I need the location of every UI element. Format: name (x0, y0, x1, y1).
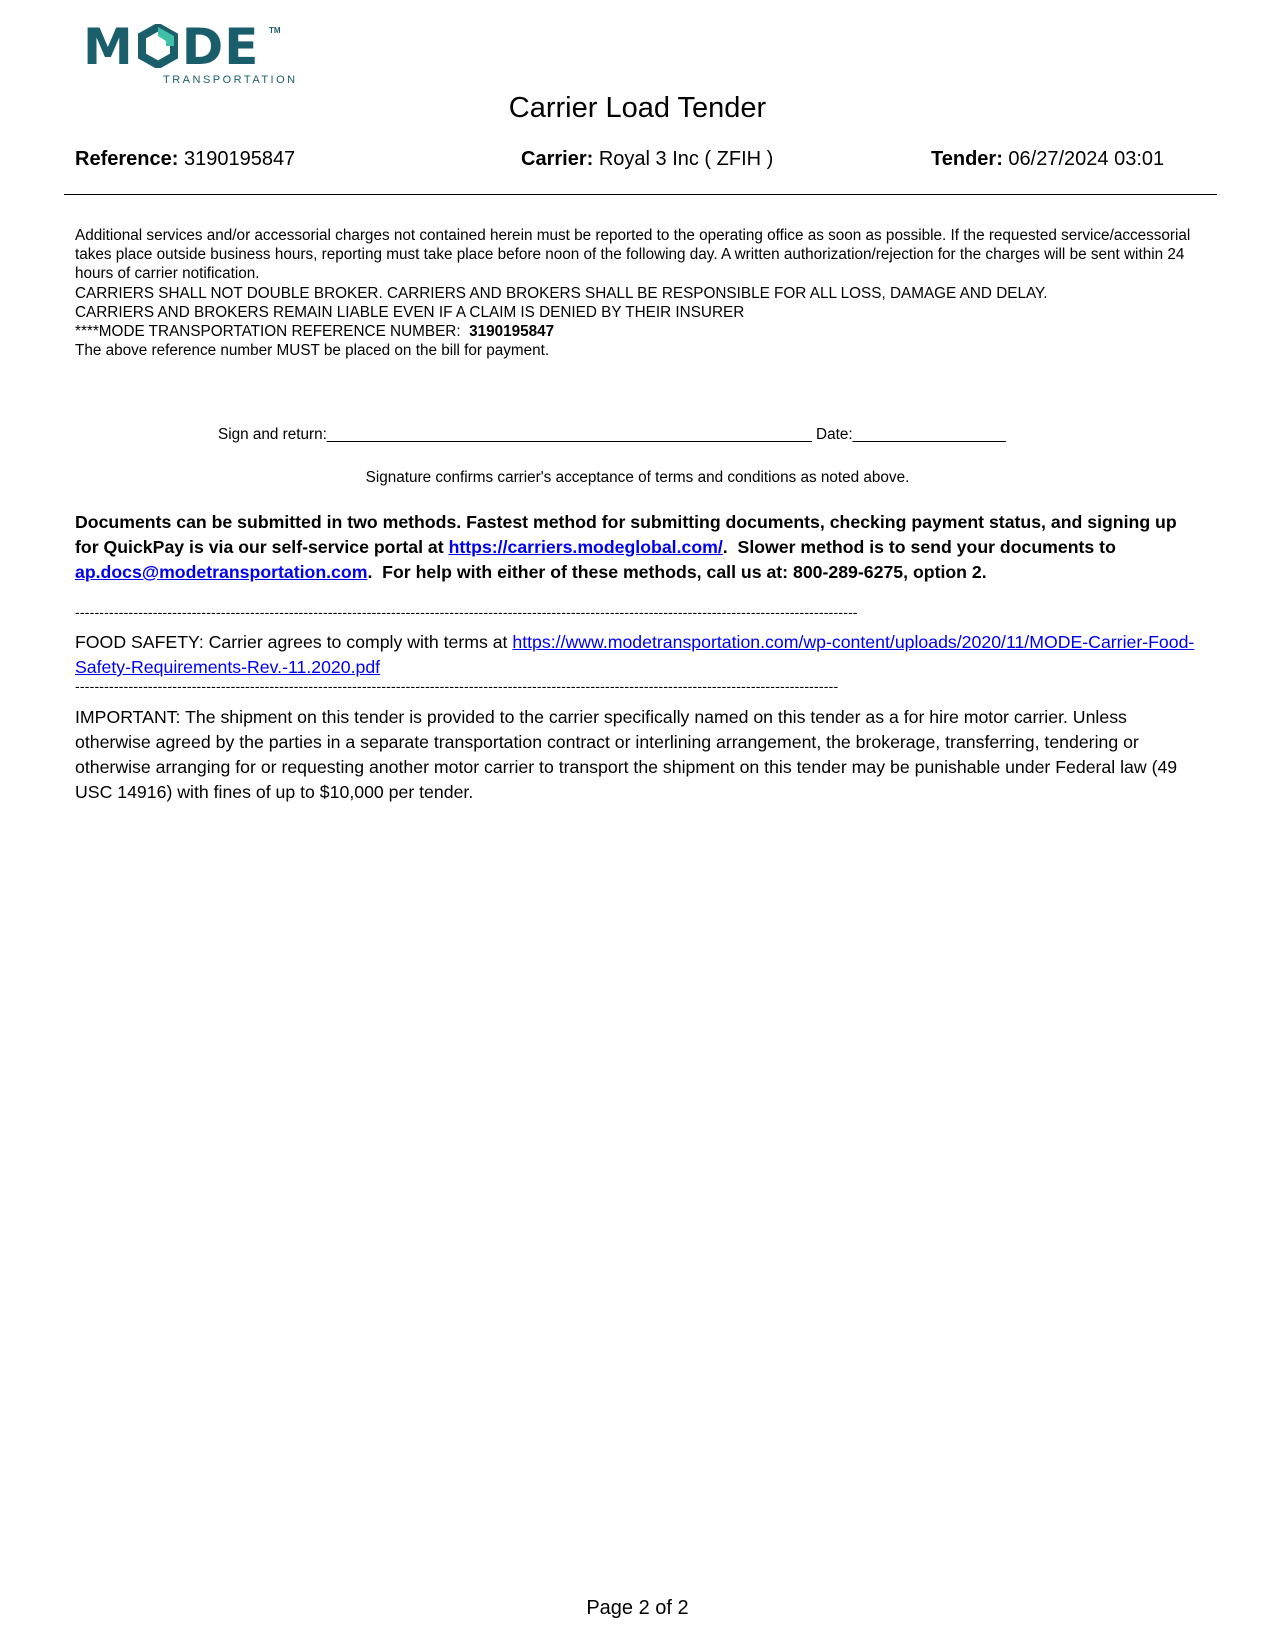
tender-field (931, 148, 1164, 171)
header-divider (64, 194, 1217, 195)
logo-letters-de: DE (181, 18, 260, 76)
terms-liability: CARRIERS AND BROKERS REMAIN LIABLE EVEN IF A CLAIM IS DENIED BY THEIR INSURER (75, 303, 745, 321)
docs-text-3: . For help with either of these methods, call us at: 800-289-6275, option 2. (367, 562, 987, 582)
terms-accessorial: Additional services and/or accessorial charges not contained herein must be reported to the operating office as soon as possible. If the requested service/accessorial takes place outside business hours, reporting must take place before noon of the following day. A written authorization/rejection for the charges will be sent within 24 hours of carrier notification. (75, 227, 1191, 283)
tender-value: 06/27/2024 03:01 (1008, 148, 1165, 170)
carrier-label: Carrier: (521, 148, 594, 170)
terms-reference (75, 322, 1205, 341)
tender-label: Tender: (931, 148, 1003, 170)
reference-value: 3190195847 (183, 148, 296, 170)
terms-bill-note: The above reference number MUST be placed on the bill for payment. (75, 342, 550, 360)
logo-subtitle: TRANSPORTATION (163, 74, 298, 86)
food-safety (75, 630, 1205, 680)
date-label: Date: (811, 426, 853, 443)
page-title: Carrier Load Tender (508, 92, 767, 124)
mode-logo (83, 18, 298, 90)
portal-link[interactable]: https://carriers.modeglobal.com/ (448, 537, 723, 557)
email-link[interactable]: ap.docs@modetransportation.com (75, 562, 368, 582)
reference-label: Reference: (75, 148, 179, 170)
dashed-separator-2: ------------------------------------------------------------------------------------------------------------------------------------------------------------- (75, 678, 839, 694)
carrier-field (521, 148, 773, 171)
reference-field (75, 148, 295, 171)
logo-hexagon-icon (136, 24, 180, 68)
sign-label: Sign and return: (218, 426, 327, 443)
signature-line (218, 426, 1006, 444)
food-safety-text: FOOD SAFETY: Carrier agrees to comply with terms at (75, 632, 513, 652)
docs-text-1: Documents can be submitted in two methods. Fastest method for submitting documents, checking payment status, and signing up for QuickPay is via our self-service portal at (75, 512, 1177, 557)
docs-text-2: . Slower method is to send your documents to (722, 537, 1121, 557)
important-notice: IMPORTANT: The shipment on this tender is provided to the carrier specifically named on this tender as a for hire motor carrier. Unless otherwise agreed by the parties in a separate transportation contract or interlining arrangement, the brokerage, transferring, tendering or otherwise arranging for or requesting another motor carrier to transport the shipment on this tender may be punishable under Federal law (49 USC 14916) with fines of up to $10,000 per tender. (75, 707, 1178, 802)
signature-confirmation: Signature confirms carrier's acceptance of terms and conditions as noted above. (365, 469, 910, 486)
page-number: Page 2 of 2 (586, 1597, 689, 1619)
terms-block (75, 226, 1205, 360)
logo-letter-m: M (83, 18, 134, 76)
logo-wordmark (83, 18, 260, 76)
terms-double-broker: CARRIERS SHALL NOT DOUBLE BROKER. CARRIERS AND BROKERS SHALL BE RESPONSIBLE FOR ALL LOSS, DAMAGE AND DELAY. (75, 284, 1048, 302)
carrier-value: Royal 3 Inc ( ZFIH ) (598, 148, 774, 170)
terms-reference-label: ****MODE TRANSPORTATION REFERENCE NUMBER: (75, 323, 470, 341)
terms-reference-value: 3190195847 (469, 323, 555, 341)
documents-submission (75, 510, 1205, 585)
logo-trademark: TM (269, 26, 281, 35)
date-blank[interactable]: __________________ (852, 426, 1006, 443)
dashed-separator-1: ----------------------------------------------------------------------------------------------------------------------------------------------------------------- (75, 604, 858, 620)
food-safety-link[interactable]: https://www.modetransportation.com/wp-content/uploads/2020/11/MODE-Carrier-Food-Safety-Requirements-Rev.-11.2020.pdf (75, 632, 1195, 677)
sign-blank[interactable]: _________________________________________________________ (326, 426, 812, 443)
